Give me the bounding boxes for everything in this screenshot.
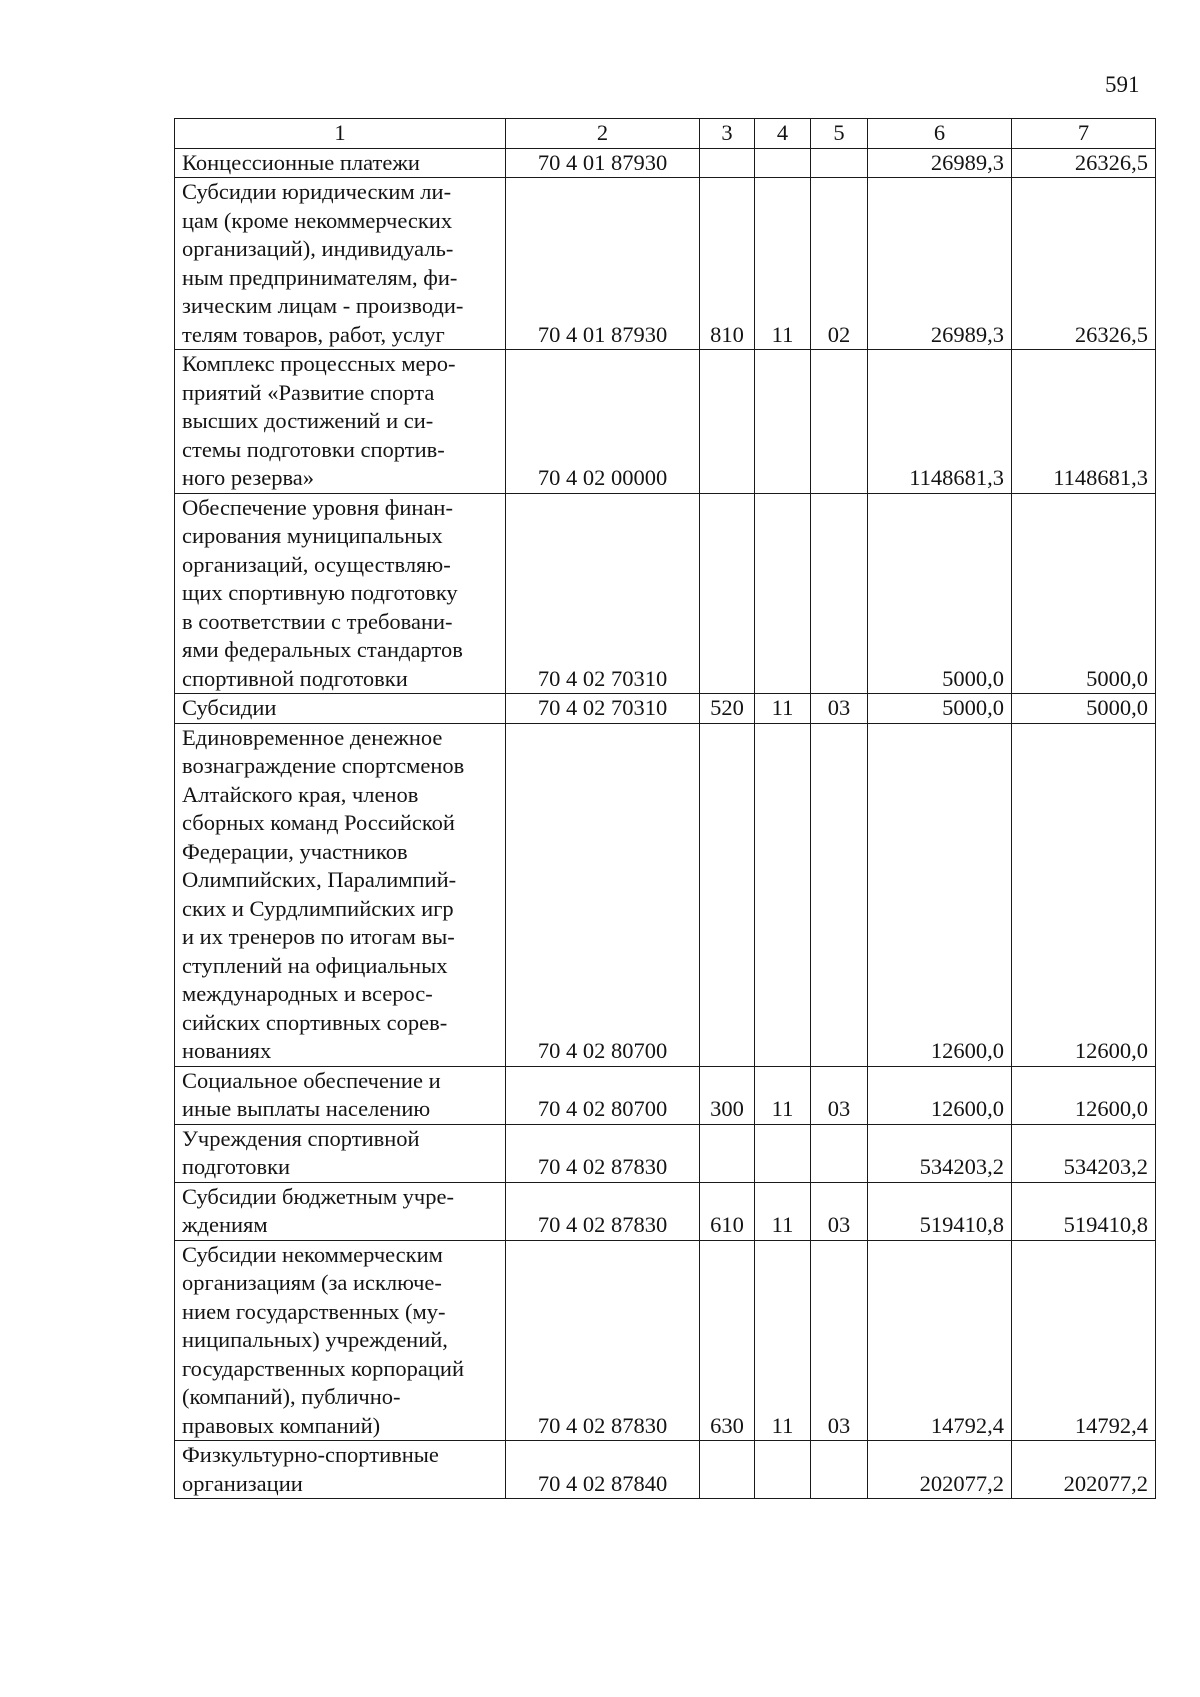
subsection: 03 [811,1240,868,1441]
expense-type [700,1441,755,1499]
subsection [811,350,868,494]
amount-year-2: 14792,4 [1012,1240,1156,1441]
row-name-line: щих спортивную подготовку [182,580,458,605]
amount-year-2: 5000,0 [1012,493,1156,694]
row-name-line: подготовки [182,1154,291,1179]
expense-type: 520 [700,694,755,724]
row-name-line: в соответствии с требовани- [182,608,453,634]
expense-type: 610 [700,1182,755,1240]
row-name-line: зическим лицам - производи- [182,293,464,318]
row-name [175,694,506,724]
row-name-line: ждениям [182,1212,268,1237]
target-code: 70 4 02 87840 [506,1441,700,1499]
row-name [175,1182,506,1240]
row-name-line: и их тренеров по итогам вы- [182,924,455,949]
row-name-line: высших достижений и си- [182,408,434,433]
row-name-line: ниципальных) учреждений, [182,1327,448,1352]
target-code: 70 4 02 70310 [506,493,700,694]
column-number: 2 [506,119,700,149]
table-row [175,723,1156,1066]
subsection [811,493,868,694]
column-number: 6 [868,119,1012,149]
row-name-line: приятий «Развитие спорта [182,379,435,405]
amount-year-1: 5000,0 [868,694,1012,724]
expense-type: 630 [700,1240,755,1441]
row-name-line: организаций, осуществляю- [182,551,451,577]
row-name-line: Субсидии [182,695,277,720]
row-name-line: спортивной подготовки [182,665,408,691]
column-number: 7 [1012,119,1156,149]
row-name-line: Социальное обеспечение и [182,1067,441,1093]
amount-year-1: 519410,8 [868,1182,1012,1240]
row-name-line: Субсидии некоммерческим [182,1241,443,1267]
subsection [811,148,868,178]
subsection [811,1124,868,1182]
section [755,350,811,494]
row-name-line: телям товаров, работ, услуг [182,321,445,347]
section: 11 [755,1240,811,1441]
row-name-line: сийских спортивных сорев- [182,1009,448,1035]
row-name [175,493,506,694]
expense-type [700,493,755,694]
amount-year-1: 12600,0 [868,723,1012,1066]
row-name-line: сирования муниципальных [182,523,443,548]
amount-year-2: 5000,0 [1012,694,1156,724]
section [755,723,811,1066]
subsection: 03 [811,694,868,724]
row-name-line: Учреждения спортивной [182,1125,420,1151]
column-number: 4 [755,119,811,149]
amount-year-2: 202077,2 [1012,1441,1156,1499]
expense-type: 300 [700,1066,755,1124]
row-name [175,1066,506,1124]
table-row [175,148,1156,178]
row-name-line: ного резерва» [182,465,315,490]
row-name-line: цам (кроме некоммерческих [182,207,453,233]
target-code: 70 4 02 80700 [506,1066,700,1124]
row-name [175,178,506,350]
row-name-line: организации [182,1470,303,1496]
row-name-line: организаций), индивидуаль- [182,236,454,261]
row-name-line: Концессионные платежи [182,149,420,175]
column-number: 3 [700,119,755,149]
target-code: 70 4 02 87830 [506,1182,700,1240]
subsection: 03 [811,1182,868,1240]
section [755,1441,811,1499]
section: 11 [755,1182,811,1240]
target-code: 70 4 01 87930 [506,148,700,178]
target-code: 70 4 02 80700 [506,723,700,1066]
amount-year-1: 202077,2 [868,1441,1012,1499]
row-name-line: Комплекс процессных меро- [182,351,456,376]
amount-year-1: 12600,0 [868,1066,1012,1124]
section [755,148,811,178]
row-name-line: нием государственных (му- [182,1298,446,1324]
section [755,493,811,694]
amount-year-2: 1148681,3 [1012,350,1156,494]
amount-year-2: 12600,0 [1012,1066,1156,1124]
table-row [175,1066,1156,1124]
section: 11 [755,694,811,724]
table-row [175,178,1156,350]
row-name-line: стемы подготовки спортив- [182,436,445,462]
table-row [175,493,1156,694]
expense-type [700,148,755,178]
table-row [175,694,1156,724]
section: 11 [755,1066,811,1124]
row-name [175,1124,506,1182]
row-name-line: ских и Сурдлимпийских игр [182,895,454,921]
amount-year-1: 14792,4 [868,1240,1012,1441]
subsection [811,723,868,1066]
row-name-line: государственных корпораций [182,1355,464,1381]
row-name-line: Физкультурно-спортивные [182,1442,439,1467]
amount-year-1: 1148681,3 [868,350,1012,494]
amount-year-2: 534203,2 [1012,1124,1156,1182]
row-name-line: Олимпийских, Паралимпий- [182,867,457,892]
page-number: 591 [1105,72,1140,97]
table-row [175,1240,1156,1441]
row-name-line: Алтайского края, членов [182,781,419,807]
table-row [175,1441,1156,1499]
row-name-line: ями федеральных стандартов [182,637,463,662]
target-code: 70 4 02 70310 [506,694,700,724]
subsection [811,1441,868,1499]
expense-type: 810 [700,178,755,350]
subsection: 02 [811,178,868,350]
row-name [175,723,506,1066]
amount-year-1: 534203,2 [868,1124,1012,1182]
row-name [175,350,506,494]
target-code: 70 4 01 87930 [506,178,700,350]
table-row [175,1182,1156,1240]
row-name-line: Федерации, участников [182,838,408,864]
expense-type [700,723,755,1066]
amount-year-2: 26326,5 [1012,148,1156,178]
amount-year-2: 26326,5 [1012,178,1156,350]
row-name-line: Субсидии юридическим ли- [182,179,452,204]
amount-year-2: 519410,8 [1012,1182,1156,1240]
section [755,1124,811,1182]
row-name-line: правовых компаний) [182,1412,381,1438]
row-name-line: организациям (за исключе- [182,1270,442,1295]
subsection: 03 [811,1066,868,1124]
row-name-line: Единовременное денежное [182,724,443,750]
row-name-line: ным предпринимателям, фи- [182,264,458,290]
amount-year-2: 12600,0 [1012,723,1156,1066]
target-code: 70 4 02 87830 [506,1124,700,1182]
amount-year-1: 5000,0 [868,493,1012,694]
column-number: 1 [175,119,506,149]
row-name [175,1240,506,1441]
row-name-line: (компаний), публично- [182,1384,401,1409]
column-number-row [175,119,1156,149]
column-number: 5 [811,119,868,149]
amount-year-1: 26989,3 [868,148,1012,178]
row-name-line: иные выплаты населению [182,1096,431,1121]
row-name-line: Обеспечение уровня финан- [182,494,453,520]
row-name-line: вознаграждение спортсменов [182,753,465,778]
row-name-line: ступлений на официальных [182,952,448,978]
row-name-line: нованиях [182,1038,272,1063]
row-name-line: международных и всерос- [182,981,433,1006]
target-code: 70 4 02 87830 [506,1240,700,1441]
row-name [175,148,506,178]
expense-type [700,350,755,494]
row-name [175,1441,506,1499]
section: 11 [755,178,811,350]
row-name-line: сборных команд Российской [182,810,455,835]
table-row [175,350,1156,494]
target-code: 70 4 02 00000 [506,350,700,494]
table-row [175,1124,1156,1182]
expense-type [700,1124,755,1182]
amount-year-1: 26989,3 [868,178,1012,350]
row-name-line: Субсидии бюджетным учре- [182,1183,454,1209]
budget-table [174,118,1156,1499]
